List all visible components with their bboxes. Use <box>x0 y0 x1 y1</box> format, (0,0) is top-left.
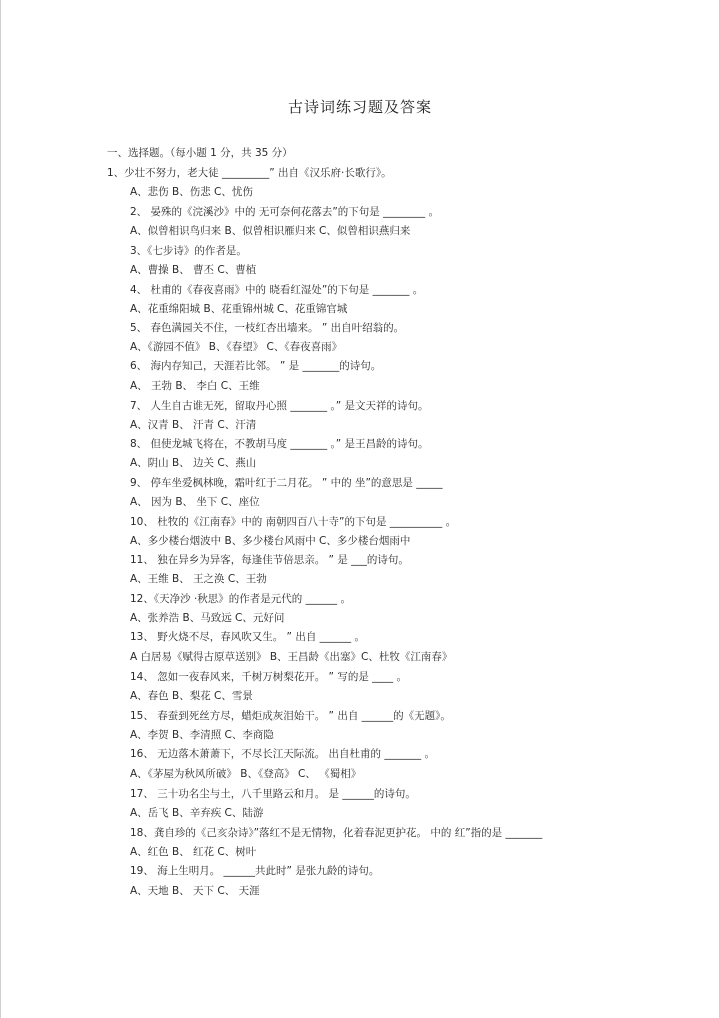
document-title: 古诗词练习题及答案 <box>287 98 432 116</box>
answer-options: A、《游园不值》 B、《春望》 C、《春夜喜雨》 <box>130 341 343 353</box>
question-line: 12、《天净沙 ·秋思》的作者是元代的 ______ 。 <box>130 593 351 605</box>
answer-options: A、天地 B、 天下 C、 天涯 <box>130 885 260 897</box>
answer-options: A、张养浩 B、马致远 C、元好问 <box>130 612 285 624</box>
answer-options: A、多少楼台烟波中 B、多少楼台风雨中 C、多少楼台烟雨中 <box>130 535 411 547</box>
question-line: 17、 三十功名尘与土，八千里路云和月。 是 ______的诗句。 <box>130 788 416 800</box>
question-line: 6、 海内存知己，天涯若比邻。 ” 是 _______的诗句。 <box>130 360 382 372</box>
answer-options: A、曹操 B、 曹丕 C、曹植 <box>130 264 257 276</box>
question-line: 9、 停车坐爱枫林晚，霜叶红于二月花。 ” 中的 坐”的意思是 _____ <box>130 477 443 489</box>
section-heading: 一、选择题。（每小题 1 分，共 35 分） <box>107 147 293 159</box>
question-line: 8、 但使龙城飞将在，不教胡马度 _______ 。” 是王昌龄的诗句。 <box>130 438 429 450</box>
question-line: 3、《七步诗》的作者是。 <box>130 245 247 257</box>
question-line: 1、少壮不努力，老大徒 _________” 出自《汉乐府·长歌行》。 <box>107 167 392 179</box>
answer-options: A 白居易《赋得古原草送别》 B、王昌龄《出塞》C、杜牧《江南春》 <box>130 651 453 663</box>
question-line: 4、 杜甫的《春夜喜雨》中的 晓看红湿处”的下句是 _______ 。 <box>130 284 424 296</box>
question-line: 15、 春蚕到死丝方尽，蜡炬成灰泪始干。 ” 出自 ______的《无题》。 <box>130 710 451 722</box>
answer-options: A、岳飞 B、辛弃疾 C、陆游 <box>130 807 264 819</box>
question-line: 19、 海上生明月。 ______共此时” 是张九龄的诗句。 <box>130 865 380 877</box>
answer-options: A、汉青 B、 汗青 C、汗清 <box>130 419 257 431</box>
answer-options: A、悲伤 B、伤悲 C、忧伤 <box>130 186 253 198</box>
question-line: 16、 无边落木萧萧下，不尽长江天际流。 出自杜甫的 _______ 。 <box>130 748 435 760</box>
answer-options: A、王维 B、 王之涣 C、王勃 <box>130 573 267 585</box>
question-line: 14、 忽如一夜春风来，千树万树梨花开。 ” 写的是 ____ 。 <box>130 671 407 683</box>
answer-options: A、花重绵阳城 B、花重锦州城 C、花重锦官城 <box>130 303 348 315</box>
question-line: 18、龚自珍的《己亥杂诗》”落红不是无情物，化着春泥更护花。 中的 红”指的是 _______ <box>130 827 543 839</box>
answer-options: A、《茅屋为秋风所破》 B、《登高》 C、 《蜀相》 <box>130 768 362 780</box>
answer-options: A、似曾相识鸟归来 B、似曾相识雁归来 C、似曾相识燕归来 <box>130 225 411 237</box>
answer-options: A、李贺 B、李清照 C、李商隐 <box>130 729 274 741</box>
answer-options: A、春色 B、梨花 C、雪景 <box>130 690 253 702</box>
question-line: 7、 人生自古谁无死，留取丹心照 _______ 。” 是文天祥的诗句。 <box>130 400 429 412</box>
answer-options: A、红色 B、 红花 C、树叶 <box>130 846 257 858</box>
answer-options: A、阴山 B、 边关 C、燕山 <box>130 457 257 469</box>
answer-options: A、 因为 B、 坐下 C、座位 <box>130 496 260 508</box>
question-line: 11、 独在异乡为异客，每逢佳节倍思亲。 ” 是 ___的诗句。 <box>130 554 409 566</box>
question-line: 10、 杜牧的《江南春》中的 南朝四百八十寺”的下句是 __________ 。 <box>130 516 457 528</box>
question-line: 5、 春色满园关不住，一枝红杏出墙来。 ” 出自叶绍翁的。 <box>130 322 405 334</box>
answer-options: A、 王勃 B、 李白 C、王维 <box>130 380 260 392</box>
question-line: 13、 野火烧不尽，春风吹又生。 ” 出自 ______ 。 <box>130 631 365 643</box>
question-line: 2、 晏殊的《浣溪沙》中的 无可奈何花落去”的下句是 ________ 。 <box>130 206 439 218</box>
